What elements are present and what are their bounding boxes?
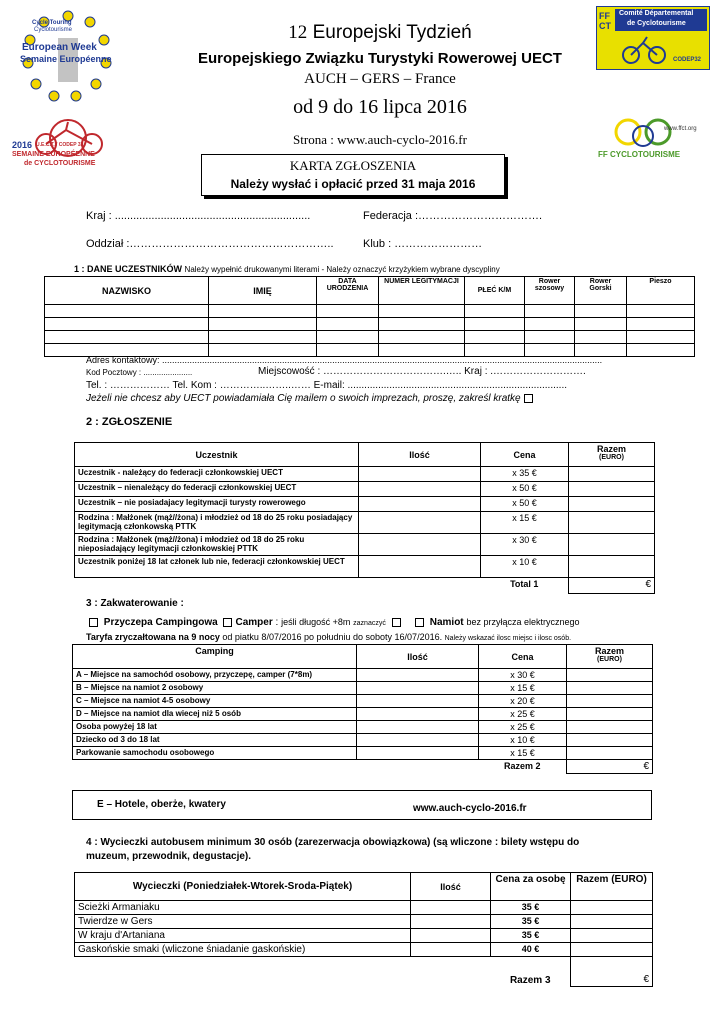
total2-cell[interactable] <box>567 760 653 774</box>
table-row <box>75 534 655 556</box>
camp-row-price: x 25 € <box>479 708 567 721</box>
total3-cell[interactable] <box>571 957 653 987</box>
camp-row-price: x 20 € <box>479 695 567 708</box>
reg-row-price: x 50 € <box>481 497 569 512</box>
reg-col-cena: Cena <box>481 443 569 467</box>
ff-text: FF CYCLOTOURISME <box>598 150 681 159</box>
total-cell[interactable] <box>567 669 653 682</box>
semaine-year: 2016 <box>12 140 33 150</box>
qty-cell[interactable] <box>357 721 479 734</box>
location: AUCH – GERS – France <box>304 71 456 87</box>
table-row <box>73 695 653 708</box>
exc-row-label: W kraju d'Artaniana <box>75 929 411 943</box>
qty-cell[interactable] <box>359 482 481 497</box>
col-pieszo: Pieszo <box>627 277 695 305</box>
qty-cell[interactable] <box>359 512 481 534</box>
total-cell[interactable] <box>569 512 655 534</box>
camp-row-text: Miejsce na namiot 4-5 osobowy <box>90 696 211 705</box>
col-szosowy: Rower szosowy <box>525 277 575 305</box>
camper-length-checkbox[interactable] <box>392 618 401 627</box>
ff-cyclotourisme-logo <box>598 112 708 168</box>
total-cell[interactable] <box>571 929 653 943</box>
reg-row-price: x 10 € <box>481 556 569 578</box>
table-row[interactable] <box>45 305 695 318</box>
logo-text-line2: Cyclotourisme <box>34 27 73 33</box>
reg-row-price: x 15 € <box>481 512 569 534</box>
reg-razem-label: Razem <box>596 444 626 454</box>
qty-cell[interactable] <box>411 943 491 957</box>
total-cell[interactable] <box>567 695 653 708</box>
qty-cell[interactable] <box>411 915 491 929</box>
total-cell[interactable] <box>567 721 653 734</box>
table-row <box>75 556 655 578</box>
section3-heading: 3 : Zakwaterowanie : <box>86 598 184 609</box>
camp-row-label: Osoba powyżej 18 lat <box>73 721 357 734</box>
tariff-rest: od piatku 8/07/2016 po południu do soboty 16/07/2016. <box>222 632 443 642</box>
tent-label: Namiot <box>429 617 464 628</box>
qty-cell[interactable] <box>359 467 481 482</box>
qty-cell[interactable] <box>357 734 479 747</box>
table-row <box>75 467 655 482</box>
semaine-line1: SEMAINE EUROPÉENNE <box>12 151 95 158</box>
camp-row-label <box>73 682 357 695</box>
reg-col-uczestnik: Uczestnik <box>75 443 359 467</box>
total-cell[interactable] <box>567 747 653 760</box>
total-cell[interactable] <box>569 467 655 482</box>
reg-col-razem <box>569 443 655 467</box>
table-row[interactable] <box>45 318 695 331</box>
camp-row-price: x 15 € <box>479 747 567 760</box>
total-cell[interactable] <box>567 734 653 747</box>
ff-url: www.ffct.org <box>664 126 697 132</box>
optout-text: Jeżeli nie chcesz aby UECT powiadamiała Cię mailem o swoich imprezach, proszę, zakreśl kratkę <box>86 393 521 404</box>
total-cell[interactable] <box>569 497 655 512</box>
camp-row-code: D – <box>76 709 89 718</box>
reg-row-price: x 30 € <box>481 534 569 556</box>
table-row <box>73 708 653 721</box>
page-title <box>180 22 580 44</box>
address-field[interactable]: Adres kontaktowy: ................................................................................................................................................................................ <box>86 355 603 365</box>
card-title: KARTA ZGŁOSZENIA <box>289 158 417 173</box>
event-dates: od 9 do 16 lipca 2016 <box>293 96 467 118</box>
table-row <box>75 512 655 534</box>
total-cell[interactable] <box>571 943 653 957</box>
table-row[interactable] <box>45 331 695 344</box>
exc-row-label: Gaskońskie smaki (wliczone śniadanie gaskońskie) <box>75 943 411 957</box>
qty-cell[interactable] <box>357 708 479 721</box>
section1-title: DANE UCZESTNIKÓW <box>87 264 183 274</box>
tariff-line <box>86 632 571 642</box>
tent-checkbox[interactable] <box>415 618 424 627</box>
camp-razem-label: Razem <box>594 646 624 656</box>
exc-row-label: Twierdze w Gers <box>75 915 411 929</box>
camp-row-label <box>73 695 357 708</box>
reg-row-label: Rodzina : Małżonek (mąż//żona) i młodzież od 18 do 25 roku posiadający legitymacją członkowską PTTK <box>75 512 359 534</box>
exc-col-ilosc: Ilość <box>411 873 491 901</box>
exc-col-wycieczki: Wycieczki (Poniedziałek-Wtorek-Sroda-Piątek) <box>75 873 411 901</box>
camp-row-label: Parkowanie samochodu osobowego <box>73 747 357 760</box>
camp-row-label <box>73 669 357 682</box>
total1-currency: € <box>645 579 651 590</box>
camp-row-label: Dziecko od 3 do 18 lat <box>73 734 357 747</box>
website-label: Strona : <box>293 132 338 147</box>
qty-cell[interactable] <box>359 534 481 556</box>
participants-table <box>44 276 695 357</box>
exc-col-cena: Cena za osobę <box>491 873 571 901</box>
caravan-label: Przyczepa Campingowa <box>103 617 218 628</box>
tariff-label: Taryfa zryczałtowana na 9 nocy <box>86 632 220 642</box>
qty-cell[interactable] <box>359 556 481 578</box>
total1-label: Total 1 <box>510 579 539 589</box>
logo-text-line3: European Week <box>22 42 97 53</box>
reg-row-price: x 35 € <box>481 467 569 482</box>
registration-table <box>74 442 655 594</box>
exc-row-price: 40 € <box>491 943 571 957</box>
caravan-checkbox[interactable] <box>89 618 98 627</box>
european-week-logo <box>18 8 118 104</box>
accommodation-options: Przyczepa Campingowa Camper : jeśli długość +8m zaznaczyć Namiot bez przyłącza elektrycznego <box>86 617 580 628</box>
country-field[interactable]: Kraj : ................................................................ <box>86 210 311 222</box>
codep-line1: Comité Départemental <box>619 10 694 17</box>
camp-col-camping: Camping <box>73 645 357 669</box>
title-number: 12 <box>288 22 308 43</box>
reg-row-label: Uczestnik - należący do federacji członkowskiej UECT <box>75 467 359 482</box>
club-field[interactable]: Klub : …………………… <box>363 238 483 250</box>
table-row <box>73 669 653 682</box>
table-row <box>75 497 655 512</box>
camp-row-code: C – <box>76 696 89 705</box>
total-cell[interactable] <box>569 482 655 497</box>
table-row <box>73 682 653 695</box>
qty-cell[interactable] <box>357 747 479 760</box>
col-data: DATA URODZENIA <box>317 277 379 305</box>
exc-col-razem: Razem (EURO) <box>571 873 653 901</box>
camp-col-cena: Cena <box>479 645 567 669</box>
col-gorski: Rower Gorski <box>575 277 627 305</box>
total-cell[interactable] <box>567 682 653 695</box>
city-field[interactable]: Miejscowość : ……………………………….….. Kraj : .………………………. <box>258 366 586 377</box>
website-link[interactable]: www.auch-cyclo-2016.fr <box>337 132 467 147</box>
reg-row-label: Uczestnik – nie posiadajacy legitymacji turysty rowerowego <box>75 497 359 512</box>
qty-cell[interactable] <box>357 682 479 695</box>
section2-heading: 2 : ZGŁOSZENIE <box>86 416 173 428</box>
total2-label: Razem 2 <box>503 761 541 771</box>
hotels-label: E – Hotele, oberże, kwatery <box>97 799 226 810</box>
reg-row-label: Rodzina : Małżonek (mąż//żona) i młodzież od 18 do 25 roku nieposiadający legitymacji członkowskiej PTTK <box>75 534 359 556</box>
optout-line <box>86 393 536 404</box>
total1-cell[interactable] <box>569 578 655 594</box>
exc-row-price: 35 € <box>491 915 571 929</box>
camp-row-text: Miejsce na namiot 2 osobowy <box>90 683 204 692</box>
camper-note: jeśli długość +8m <box>281 617 351 627</box>
camp-row-label <box>73 708 357 721</box>
reg-row-label: Uczestnik – nienależący do federacji członkowskiej UECT <box>75 482 359 497</box>
table-row <box>75 943 653 957</box>
table-row <box>73 721 653 734</box>
ffct-letters: FFCT <box>599 11 611 31</box>
tent-note: bez przyłącza elektrycznego <box>466 617 580 627</box>
card-box <box>201 154 505 196</box>
semaine-europeenne-logo <box>6 116 114 184</box>
codep-line2: de Cyclotourisme <box>627 20 686 27</box>
card-deadline: Należy wysłać i opłacić przed 31 maja 2016 <box>230 177 476 191</box>
federation-field[interactable]: Federacja :……………………………. <box>363 210 543 222</box>
tariff-small: Należy wskazać ilosc miejsc i ilosc osób. <box>444 635 572 642</box>
total-cell[interactable] <box>569 534 655 556</box>
table-row <box>73 734 653 747</box>
reg-col-ilosc: Ilość <box>359 443 481 467</box>
qty-cell[interactable] <box>357 669 479 682</box>
total-cell[interactable] <box>567 708 653 721</box>
col-plec: PŁEĆ K/M <box>465 277 525 305</box>
col-nazwisko: NAZWISKO <box>45 277 209 305</box>
total-cell[interactable] <box>571 915 653 929</box>
subtitle: Europejskiego Związku Turystyki Rowerowej UECT <box>198 50 562 67</box>
camper-label: Camper <box>235 617 273 628</box>
qty-cell[interactable] <box>411 901 491 915</box>
exc-row-price: 35 € <box>491 901 571 915</box>
section1-note: Należy wypełnić drukowanymi literami - Należy oznaczyć krzyżykiem wybrane dyscypliny <box>184 265 500 274</box>
camp-row-code: A – <box>76 670 89 679</box>
reg-row-label: Uczestnik poniżej 18 lat członek lub nie, federacji członkowskiej UECT <box>75 556 359 578</box>
col-numer: NUMER LEGITYMACJI <box>379 277 465 305</box>
qty-cell[interactable] <box>411 929 491 943</box>
reg-row-price: x 50 € <box>481 482 569 497</box>
table-row <box>75 482 655 497</box>
qty-cell[interactable] <box>357 695 479 708</box>
camping-table <box>72 644 653 774</box>
reg-euro-label: (EURO) <box>599 454 624 461</box>
table-row <box>73 747 653 760</box>
total3-currency: € <box>643 974 649 985</box>
semaine-line2: de CYCLOTOURISME <box>24 160 96 167</box>
exc-row-label: Scieżki Armaniaku <box>75 901 411 915</box>
tel-field[interactable]: Tel. : ……………… Tel. Kom : …………..……..…… E-mail: ............................................................................... <box>86 380 568 391</box>
exc-row-price: 35 € <box>491 929 571 943</box>
camper-checkbox[interactable] <box>223 618 232 627</box>
postcode-field[interactable]: Kod Pocztowy : ...................... <box>86 368 193 377</box>
semaine-small: U.E.C.T. / CODEP 32 <box>36 142 84 148</box>
camper-note2: zaznaczyć <box>353 620 386 627</box>
camp-row-price: x 25 € <box>479 721 567 734</box>
table-row <box>75 915 653 929</box>
camp-row-price: x 15 € <box>479 682 567 695</box>
total-cell[interactable] <box>569 556 655 578</box>
section4-heading: 4 : Wycieczki autobusem minimum 30 osób (zarezerwacja obowiązkowa) (są wliczone : bilety wstępu do muzeum, przewodnik, degustacje). <box>86 837 580 862</box>
camp-row-code: B – <box>76 683 89 692</box>
camp-row-price: x 30 € <box>479 669 567 682</box>
camp-row-price: x 10 € <box>479 734 567 747</box>
logo-text-line1: Cycle Touring <box>32 20 72 26</box>
table-row <box>75 901 653 915</box>
codep-code: CODEP32 <box>673 57 702 63</box>
logo-text-line4: Semaine Européenne <box>20 54 112 64</box>
total-cell[interactable] <box>571 901 653 915</box>
camp-col-razem <box>567 645 653 669</box>
camp-euro-label: (EURO) <box>597 656 622 663</box>
qty-cell[interactable] <box>359 497 481 512</box>
branch-field[interactable]: Oddział :……………………………………………….. <box>86 238 334 250</box>
excursions-table <box>74 872 653 987</box>
camp-row-text: Miejsce na samochód osobowy, przyczepę, camper (7*8m) <box>90 670 313 679</box>
table-row <box>75 929 653 943</box>
col-imie: IMIĘ <box>209 277 317 305</box>
total2-currency: € <box>643 761 649 772</box>
section1-num: 1 : <box>74 264 85 274</box>
title-main: Europejski Tydzień <box>312 22 472 43</box>
optout-checkbox[interactable] <box>524 394 533 403</box>
website-line <box>180 132 580 148</box>
hotels-url[interactable]: www.auch-cyclo-2016.fr <box>413 803 527 814</box>
section1-heading <box>74 264 500 274</box>
hotels-box <box>72 790 652 820</box>
camp-col-ilosc: Ilość <box>357 645 479 669</box>
camp-row-text: Miejsce na namiot dla wiecej niż 5 osób <box>90 709 241 718</box>
total3-label: Razem 3 <box>509 974 551 986</box>
